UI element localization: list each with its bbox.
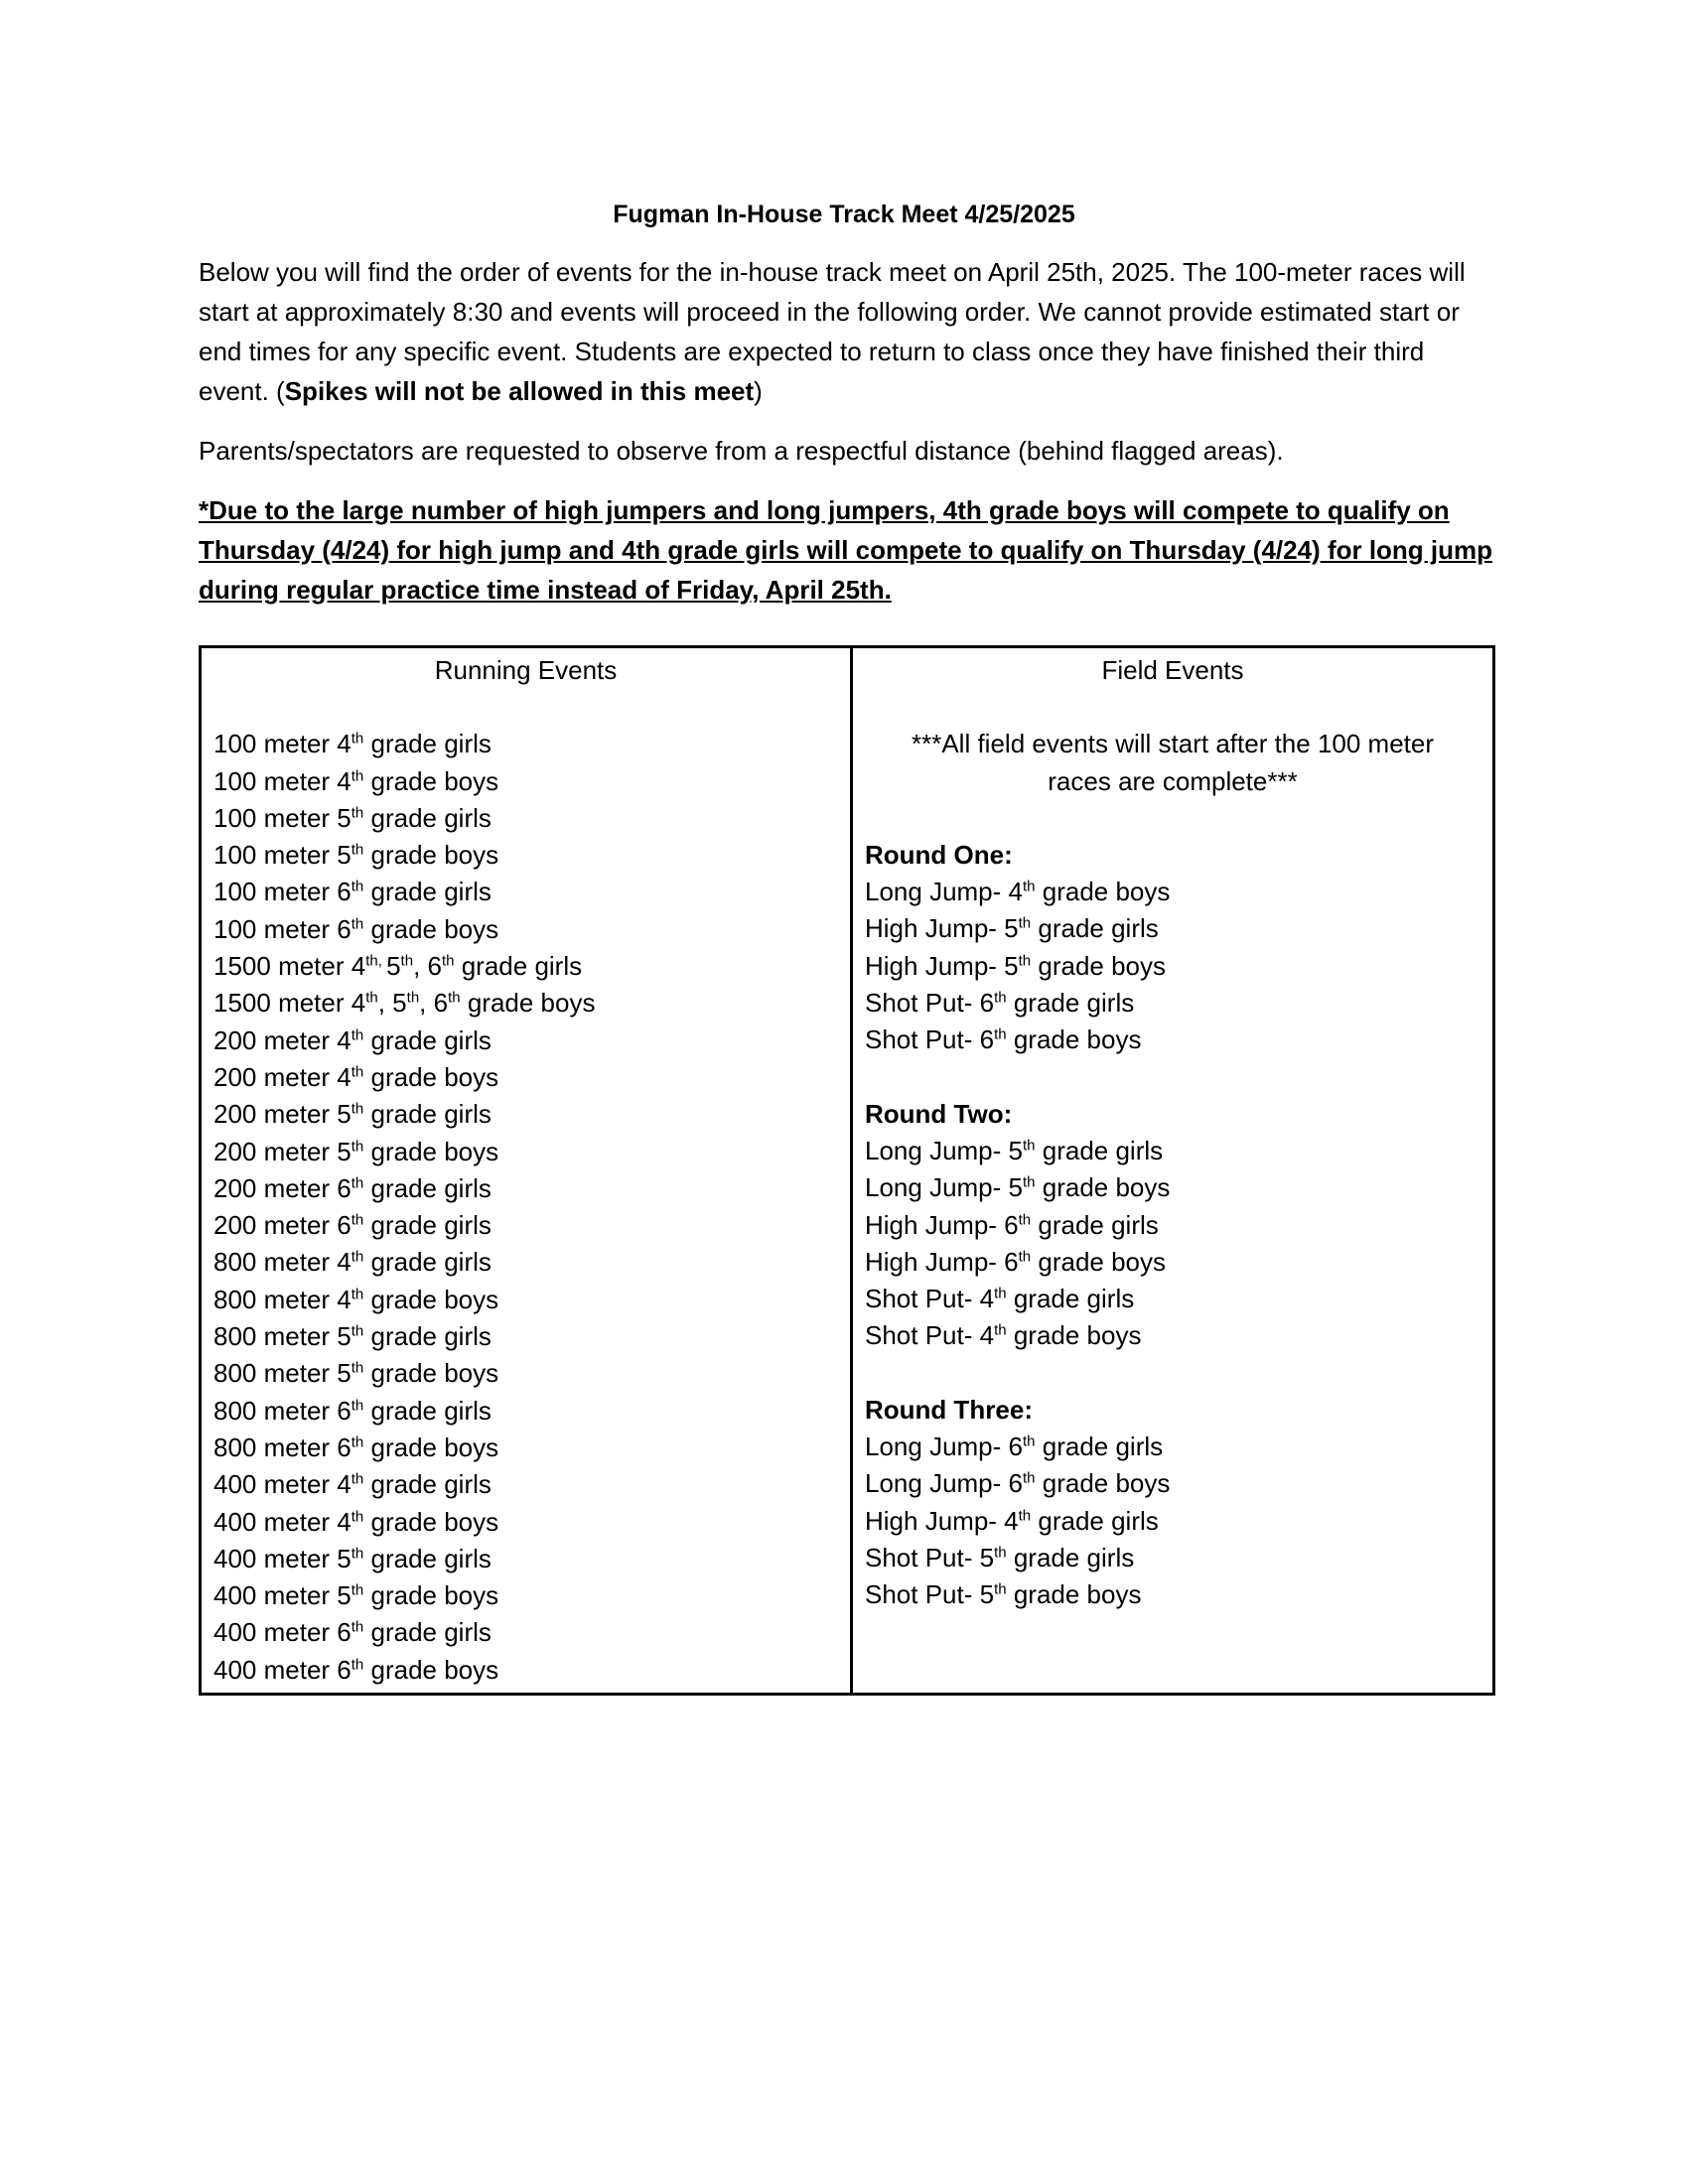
field-event-item	[865, 1429, 1480, 1465]
event-distance: 200 meter	[213, 1024, 338, 1055]
field-event-item	[865, 1207, 1480, 1244]
event-grade: 5	[337, 1136, 352, 1166]
event-grade: 4	[351, 951, 366, 982]
event-grade: , 6	[419, 988, 449, 1019]
event-grade-suffix: th	[994, 1544, 1007, 1562]
event-distance: 400 meter	[213, 1506, 338, 1537]
field-event-name: Long Jump-	[865, 1432, 1009, 1462]
event-grade-suffix: th	[1018, 914, 1032, 932]
event-group: grade girls	[1006, 988, 1135, 1019]
event-distance: 800 meter	[213, 1395, 338, 1426]
events-table	[199, 645, 1495, 1696]
running-event-item	[213, 1577, 838, 1614]
event-grade-suffix: th	[406, 989, 420, 1007]
event-grade: 4	[337, 1469, 352, 1500]
running-event-item	[213, 763, 838, 800]
running-event-item	[213, 1282, 838, 1318]
field-round	[865, 1392, 1480, 1614]
event-distance: 100 meter	[213, 840, 338, 871]
event-grade-suffix: th	[351, 915, 364, 933]
running-event-item	[213, 1170, 838, 1207]
event-grade: 6	[337, 1654, 352, 1685]
event-group: grade girls	[363, 802, 492, 833]
event-distance: 400 meter	[213, 1469, 338, 1500]
field-event-name: Shot Put-	[865, 1579, 980, 1610]
running-event-item	[213, 1393, 838, 1430]
running-event-item	[213, 1430, 838, 1466]
event-group: grade boys	[363, 913, 499, 944]
event-group: grade boys	[1006, 1024, 1142, 1055]
event-grade-suffix: th	[351, 1656, 364, 1674]
field-event-item	[865, 1540, 1480, 1576]
event-group: grade girls	[363, 1172, 492, 1203]
event-grade-suffix: th	[351, 1286, 364, 1303]
intro-paragraph	[199, 252, 1479, 411]
event-grade: 4	[337, 1284, 352, 1314]
event-distance: 800 meter	[213, 1432, 338, 1462]
field-event-name: Long Jump-	[865, 877, 1009, 907]
event-grade-suffix: th	[994, 1285, 1007, 1302]
running-event-item	[213, 948, 838, 985]
event-group: grade boys	[363, 1136, 499, 1166]
event-group: grade girls	[1006, 1284, 1135, 1314]
field-events-header: Field Events	[1101, 655, 1244, 685]
event-grade: 4	[337, 765, 352, 796]
event-distance: 800 meter	[213, 1321, 338, 1352]
event-grade: 6	[337, 1210, 352, 1241]
field-intro-line-2: races are complete***	[1048, 765, 1298, 796]
running-events-list	[213, 726, 838, 1689]
event-grade-suffix: th	[1018, 1506, 1032, 1524]
field-rounds	[865, 837, 1480, 1614]
event-distance: 200 meter	[213, 1172, 338, 1203]
event-grade-suffix: th	[351, 1137, 364, 1155]
event-grade-suffix: th	[351, 1322, 364, 1340]
event-distance: 400 meter	[213, 1543, 338, 1573]
running-event-item	[213, 1614, 838, 1651]
event-grade: 5	[337, 1543, 352, 1573]
field-event-name: Shot Put-	[865, 1024, 980, 1055]
event-group: grade boys	[363, 1580, 499, 1611]
running-event-item	[213, 1504, 838, 1541]
event-distance: 800 meter	[213, 1284, 338, 1314]
event-distance: 100 meter	[213, 877, 338, 907]
event-grade: 5	[337, 1099, 352, 1130]
event-group: grade girls	[363, 1247, 492, 1278]
event-group: grade girls	[1031, 1505, 1159, 1536]
field-event-name: High Jump-	[865, 913, 1005, 944]
event-grade-suffix: th	[351, 1618, 364, 1636]
field-event-item	[865, 948, 1480, 985]
event-grade: 5	[386, 951, 401, 982]
event-group: grade girls	[454, 951, 583, 982]
event-group: grade girls	[1031, 913, 1159, 944]
event-distance: 800 meter	[213, 1358, 338, 1389]
event-grade: , 5	[377, 988, 407, 1019]
event-distance: 1500 meter	[213, 951, 352, 982]
event-grade: 4	[979, 1284, 995, 1314]
event-group: grade boys	[363, 1654, 499, 1685]
event-grade: 6	[337, 1432, 352, 1462]
event-grade: , 6	[413, 951, 442, 982]
event-grade: 6	[337, 1395, 352, 1426]
event-grade-suffix: th	[351, 1211, 364, 1229]
event-distance: 100 meter	[213, 729, 338, 759]
running-event-item	[213, 1652, 838, 1689]
field-intro-line-1: ***All field events will start after the 100 meter	[911, 729, 1435, 759]
event-grade: 5	[337, 840, 352, 871]
event-grade-suffix: th	[351, 804, 364, 822]
event-grade: 5	[337, 1580, 352, 1611]
event-grade-suffix: th	[365, 989, 378, 1007]
event-grade-suffix: th	[400, 952, 414, 970]
field-event-item	[865, 1244, 1480, 1281]
page-title: Fugman In-House Track Meet 4/25/2025	[613, 201, 1075, 228]
event-grade-suffix: th	[994, 989, 1007, 1007]
event-group: grade girls	[363, 1321, 492, 1352]
event-grade-suffix: th	[1018, 1210, 1032, 1228]
event-grade-suffix: th	[1018, 1248, 1032, 1266]
event-group: grade girls	[1031, 1209, 1159, 1240]
running-event-item	[213, 1096, 838, 1133]
event-group: grade girls	[1006, 1542, 1135, 1572]
event-grade: 5	[1008, 1172, 1023, 1203]
field-event-name: Long Jump-	[865, 1135, 1009, 1165]
running-event-item	[213, 1207, 838, 1244]
event-group: grade girls	[363, 1469, 492, 1500]
event-grade: 4	[979, 1320, 995, 1351]
event-group: grade girls	[363, 1210, 492, 1241]
field-event-name: High Jump-	[865, 1246, 1005, 1277]
field-event-name: Long Jump-	[865, 1172, 1009, 1203]
round-heading: Round One:	[865, 839, 1013, 870]
event-grade: 4	[351, 988, 366, 1019]
event-group: grade girls	[363, 729, 492, 759]
event-grade-suffix: th	[994, 1580, 1007, 1598]
document-page	[199, 199, 1493, 1685]
running-event-item	[213, 1318, 838, 1355]
event-grade-suffix: th	[441, 952, 455, 970]
event-distance: 200 meter	[213, 1136, 338, 1166]
running-event-item	[213, 800, 838, 837]
running-event-item	[213, 1355, 838, 1392]
event-grade: 6	[1008, 1468, 1023, 1499]
event-distance: 200 meter	[213, 1210, 338, 1241]
event-grade-suffix: th	[351, 1100, 364, 1118]
event-group: grade boys	[363, 1358, 499, 1389]
event-group: grade boys	[460, 988, 596, 1019]
event-distance: 100 meter	[213, 802, 338, 833]
event-grade: 5	[1004, 913, 1019, 944]
event-grade-suffix: th	[351, 1174, 364, 1192]
event-distance: 400 meter	[213, 1617, 338, 1648]
event-grade: 4	[337, 1024, 352, 1055]
event-group: grade boys	[363, 765, 499, 796]
running-event-item	[213, 1466, 838, 1503]
running-event-item	[213, 1023, 838, 1059]
event-distance: 200 meter	[213, 1099, 338, 1130]
event-grade-suffix: th	[351, 1433, 364, 1451]
field-event-item	[865, 1281, 1480, 1317]
event-distance: 100 meter	[213, 913, 338, 944]
qualify-note: *Due to the large number of high jumpers and long jumpers, 4th grade boys will compete to qualify on Thursday (4/24) for high jump and 4th grade girls will compete to qualify on Thursday (4/24) for long jump during regular practice time instead of Friday, April 25th.	[199, 494, 1493, 605]
event-distance: 800 meter	[213, 1247, 338, 1278]
event-distance: 400 meter	[213, 1580, 338, 1611]
field-events-intro	[865, 726, 1480, 800]
running-event-item	[213, 1541, 838, 1577]
event-grade-suffix: th	[1018, 952, 1032, 970]
event-grade: 5	[1008, 1135, 1023, 1165]
field-event-name: High Jump-	[865, 950, 1005, 981]
parents-note: Parents/spectators are requested to observe from a respectful distance (behind flagged areas).	[199, 435, 1284, 466]
event-group: grade boys	[363, 1284, 499, 1314]
event-grade-suffix: th	[351, 1507, 364, 1525]
event-grade: 4	[337, 729, 352, 759]
event-grade: 6	[979, 988, 995, 1019]
event-grade: 6	[337, 1617, 352, 1648]
event-grade: 6	[1004, 1209, 1019, 1240]
event-grade-suffix: th	[351, 1470, 364, 1488]
running-event-item	[213, 726, 838, 762]
event-grade: 4	[1008, 877, 1023, 907]
event-group: grade girls	[363, 1099, 492, 1130]
event-group: grade boys	[363, 1432, 499, 1462]
event-grade-suffix: th	[351, 1063, 364, 1081]
event-grade-suffix: th	[1023, 1173, 1036, 1191]
event-grade: 6	[979, 1024, 995, 1055]
field-event-item	[865, 1022, 1480, 1058]
event-grade-suffix: th	[351, 1581, 364, 1599]
event-grade-suffix: th	[351, 878, 364, 895]
event-group: grade boys	[1031, 950, 1167, 981]
field-round	[865, 837, 1480, 1059]
event-grade: 6	[1004, 1246, 1019, 1277]
field-event-item	[865, 910, 1480, 947]
event-grade-suffix: th	[351, 1359, 364, 1377]
field-event-name: High Jump-	[865, 1209, 1005, 1240]
event-grade-suffix: th	[351, 766, 364, 784]
field-round	[865, 1096, 1480, 1355]
field-event-name: Long Jump-	[865, 1468, 1009, 1499]
event-distance: 400 meter	[213, 1654, 338, 1685]
event-grade: 6	[1008, 1432, 1023, 1462]
event-group: grade girls	[363, 1395, 492, 1426]
field-events-cell	[852, 647, 1494, 1695]
running-event-item	[213, 837, 838, 874]
field-event-item	[865, 1576, 1480, 1613]
event-group: grade girls	[363, 877, 492, 907]
event-grade: 4	[337, 1061, 352, 1092]
event-grade-suffix: th	[448, 989, 461, 1007]
field-event-item	[865, 1465, 1480, 1502]
event-grade-suffix: th	[351, 1545, 364, 1563]
event-group: grade boys	[363, 1506, 499, 1537]
field-event-item	[865, 874, 1480, 910]
field-event-item	[865, 1503, 1480, 1540]
event-group: grade boys	[1006, 1320, 1142, 1351]
event-group: grade boys	[1031, 1246, 1167, 1277]
event-distance: 100 meter	[213, 765, 338, 796]
intro-text: Below you will find the order of events for the in-house track meet on April 25th, 2025. The 100-meter races will start at approximately 8:30 and events will proceed in the following order. We cannot provide estimated start or end times for any specific event. Students are expected to return to class once they have finished their third event. (	[199, 256, 1466, 406]
event-group: grade boys	[363, 1061, 499, 1092]
field-event-item	[865, 1317, 1480, 1354]
event-grade-suffix: th,	[365, 952, 387, 970]
round-heading: Round Three:	[865, 1394, 1033, 1425]
running-event-item	[213, 985, 838, 1022]
field-event-name: Shot Put-	[865, 1320, 980, 1351]
event-grade-suffix: th	[994, 1321, 1007, 1339]
event-grade-suffix: th	[1023, 1469, 1036, 1487]
event-grade-suffix: th	[351, 1248, 364, 1266]
event-group: grade boys	[1035, 877, 1171, 907]
events-table-row	[201, 647, 1494, 1695]
event-grade-suffix: th	[1023, 1137, 1036, 1155]
event-grade-suffix: th	[351, 841, 364, 859]
event-group: grade boys	[1035, 1468, 1171, 1499]
event-grade: 5	[337, 1321, 352, 1352]
field-event-item	[865, 985, 1480, 1022]
field-event-name: Shot Put-	[865, 988, 980, 1019]
event-group: grade girls	[363, 1024, 492, 1055]
running-event-item	[213, 1244, 838, 1281]
running-event-item	[213, 1134, 838, 1170]
event-grade: 4	[1004, 1505, 1019, 1536]
intro-close: )	[754, 375, 763, 406]
event-distance: 200 meter	[213, 1061, 338, 1092]
event-grade: 5	[979, 1579, 995, 1610]
event-grade-suffix: th	[994, 1025, 1007, 1043]
field-event-name: Shot Put-	[865, 1284, 980, 1314]
event-grade: 6	[337, 877, 352, 907]
event-group: grade girls	[363, 1617, 492, 1648]
running-event-item	[213, 874, 838, 910]
running-events-header: Running Events	[434, 655, 618, 685]
event-grade: 6	[337, 1172, 352, 1203]
field-event-name: Shot Put-	[865, 1542, 980, 1572]
event-group: grade boys	[363, 840, 499, 871]
event-grade-suffix: th	[1023, 1433, 1036, 1450]
event-grade: 4	[337, 1247, 352, 1278]
field-event-item	[865, 1169, 1480, 1206]
field-event-name: High Jump-	[865, 1505, 1005, 1536]
event-distance: 1500 meter	[213, 988, 352, 1019]
event-grade: 6	[337, 913, 352, 944]
running-event-item	[213, 1059, 838, 1096]
event-grade: 5	[337, 1358, 352, 1389]
event-grade-suffix: th	[351, 1396, 364, 1414]
field-event-item	[865, 1133, 1480, 1169]
event-group: grade boys	[1035, 1172, 1171, 1203]
event-group: grade girls	[1035, 1135, 1164, 1165]
event-grade: 5	[337, 802, 352, 833]
event-grade: 5	[979, 1542, 995, 1572]
running-events-cell	[201, 647, 852, 1695]
event-group: grade girls	[363, 1543, 492, 1573]
event-grade-suffix: th	[351, 730, 364, 748]
event-group: grade girls	[1035, 1432, 1164, 1462]
running-event-item	[213, 911, 838, 948]
event-grade: 5	[1004, 950, 1019, 981]
round-heading: Round Two:	[865, 1098, 1013, 1129]
event-group: grade boys	[1006, 1579, 1142, 1610]
event-grade: 4	[337, 1506, 352, 1537]
spikes-warning: Spikes will not be allowed in this meet	[284, 375, 755, 406]
event-grade-suffix: th	[1023, 878, 1036, 895]
event-grade-suffix: th	[351, 1026, 364, 1044]
